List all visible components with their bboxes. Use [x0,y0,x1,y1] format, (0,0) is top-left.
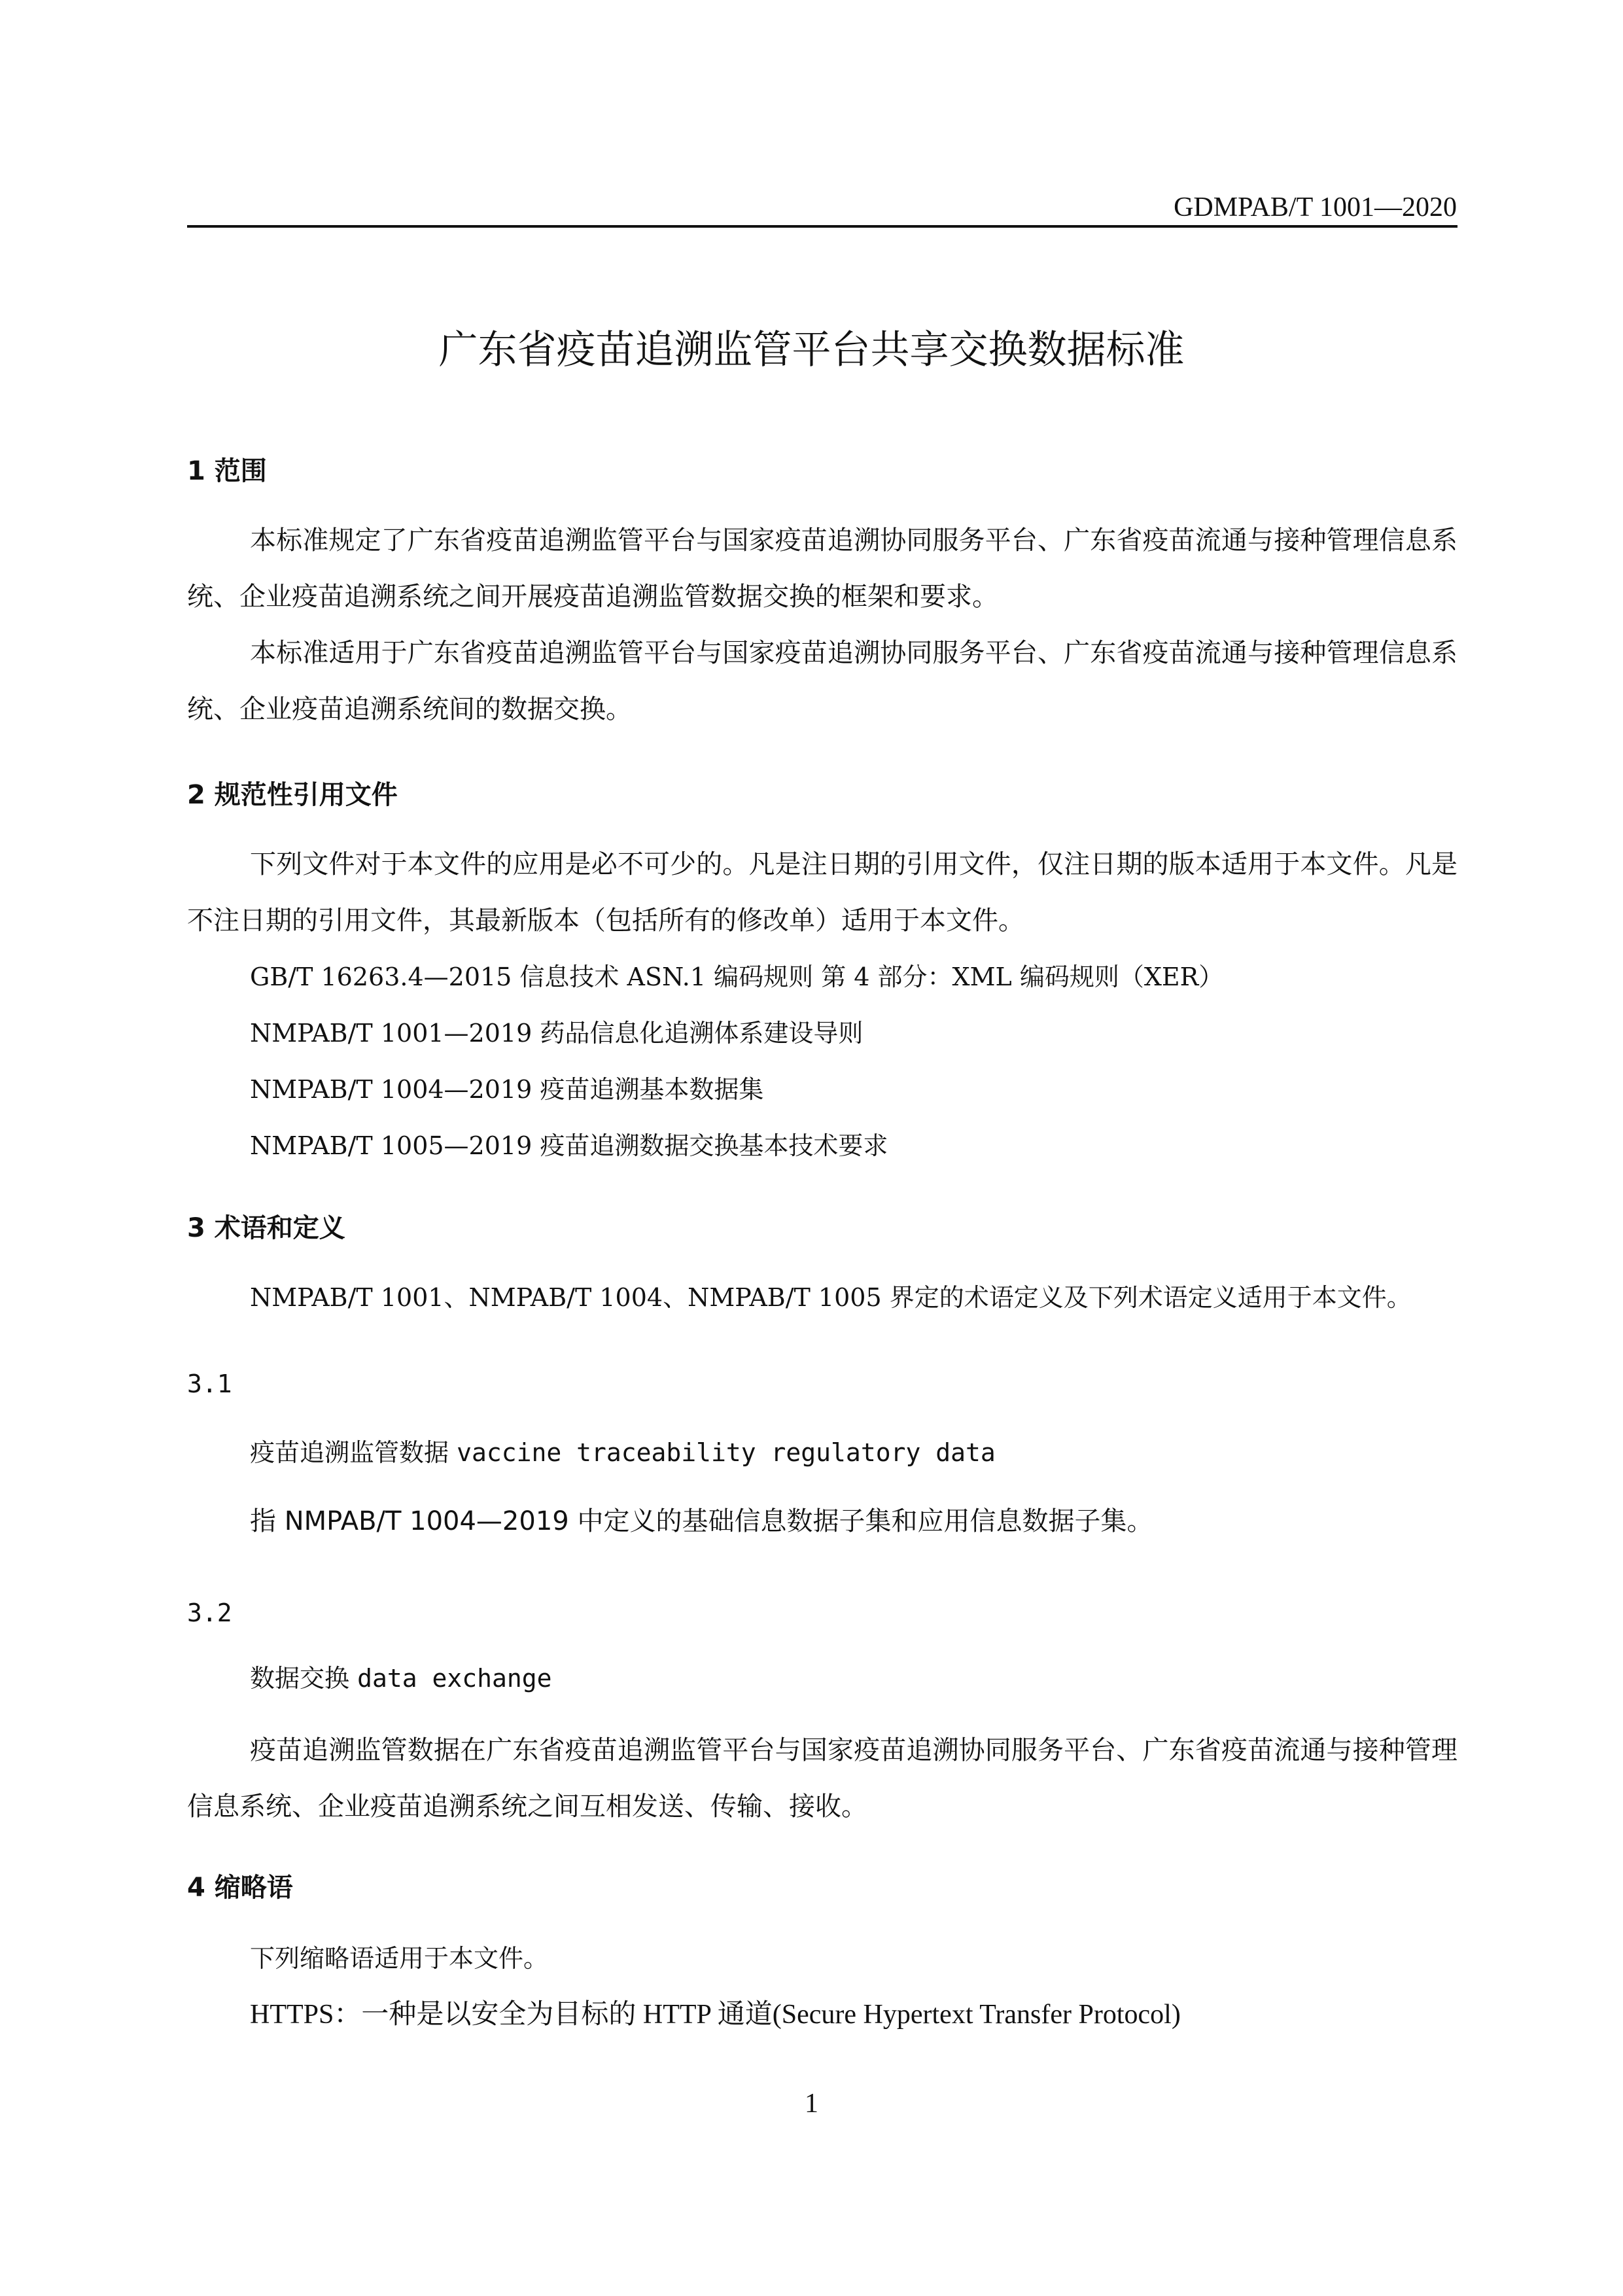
document-title: 广东省疫苗追溯监管平台共享交换数据标准 [438,327,1185,373]
section-heading-abbreviations: 4 缩略语 [187,1873,293,1903]
abbreviations-intro: 下列缩略语适用于本文件。 [250,1944,549,1973]
section-heading-terms: 3 术语和定义 [187,1213,345,1243]
term-definition-block [187,1505,1457,1538]
abbreviations-body [187,1942,1457,1975]
scope-body [187,512,1457,737]
page-number: 1 [805,2089,818,2119]
abbreviation-list [187,1998,1457,2031]
terms-intro: NMPAB/T 1001、NMPAB/T 1004、NMPAB/T 1005 界定的术语定义及下列术语定义适用于本文件。 [250,1283,1412,1312]
term-name-cn: 疫苗追溯监管数据 [250,1438,449,1467]
section-heading-scope: 1 范围 [187,456,267,486]
reference-item: NMPAB/T 1005—2019 疫苗追溯数据交换基本技术要求 [250,1131,888,1160]
scope-paragraph: 本标准适用于广东省疫苗追溯监管平台与国家疫苗追溯协同服务平台、广东省疫苗流通与接种管理信息系统、企业疫苗追溯系统间的数据交换。 [187,638,1457,724]
term-name-line [187,1662,1457,1695]
scope-paragraph: 本标准规定了广东省疫苗追溯监管平台与国家疫苗追溯协同服务平台、广东省疫苗流通与接种管理信息系统、企业疫苗追溯系统之间开展疫苗追溯监管数据交换的框架和要求。 [187,525,1457,612]
reference-item: NMPAB/T 1004—2019 疫苗追溯基本数据集 [250,1075,764,1104]
reference-item: NMPAB/T 1001—2019 药品信息化追溯体系建设导则 [250,1019,864,1048]
term-definition: 疫苗追溯监管数据在广东省疫苗追溯监管平台与国家疫苗追溯协同服务平台、广东省疫苗流通与接种管理信息系统、企业疫苗追溯系统之间互相发送、传输、接收。 [187,1735,1457,1822]
reference-item: GB/T 16263.4—2015 信息技术 ASN.1 编码规则 第 4 部分：XML 编码规则（XER） [250,963,1224,991]
term-name-en: vaccine traceability regulatory data [457,1438,996,1467]
standard-code: GDMPAB/T 1001—2020 [1174,192,1457,222]
references-body [187,836,1457,1174]
term-number: 3.2 [187,1598,232,1627]
section-heading-references: 2 规范性引用文件 [187,780,398,810]
header-rule [187,225,1457,228]
term-entry [187,1597,1457,1629]
terms-intro-block [187,1269,1457,1326]
term-name-cn: 数据交换 [250,1664,350,1693]
abbreviation-item: HTTPS：一种是以安全为目标的 HTTP 通道(Secure Hypertext Transfer Protocol) [250,2000,1181,2030]
term-name-line [187,1436,1457,1469]
term-definition: 指 NMPAB/T 1004—2019 中定义的基础信息数据子集和应用信息数据子集。 [250,1506,1153,1536]
references-intro: 下列文件对于本文件的应用是必不可少的。凡是注日期的引用文件，仅注日期的版本适用于本文件。凡是不注日期的引用文件，其最新版本（包括所有的修改单）适用于本文件。 [187,849,1457,936]
term-definition-block [187,1722,1457,1835]
term-name-en: data exchange [357,1664,552,1693]
term-entry [187,1368,1457,1400]
term-number: 3.1 [187,1369,232,1398]
